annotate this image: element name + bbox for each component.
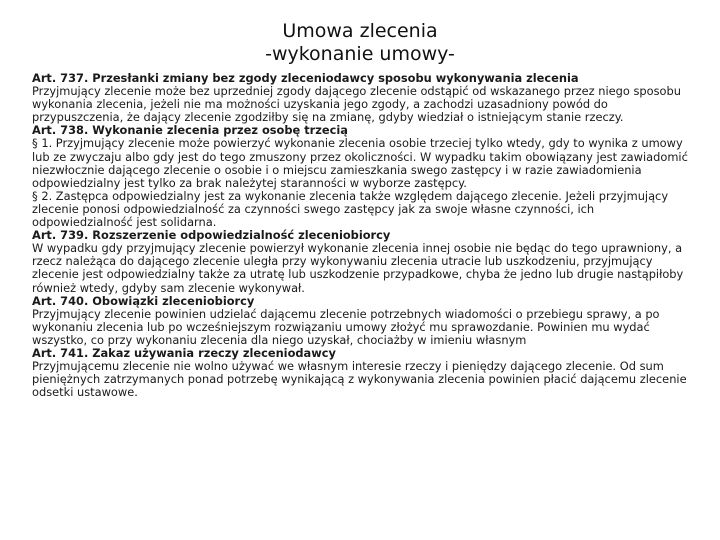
article-740-text: Przyjmujący zlecenie powinien udzielać dającemu zlecenie potrzebnych wiadomości o przebiegu sprawy, a po wykonaniu zlecenia lub po wcześniejszym rozwiązaniu umowy złożyć mu sprawozdanie. Powinien mu wydać wszystko, co przy wykonaniu zlecenia dla niego uzyskał, chociażby w imieniu własnym	[32, 306, 660, 347]
article-737-text: Przyjmujący zlecenie może bez uprzedniej zgody dającego zlecenie odstąpić od wskazanego przez niego sposobu wykonania zlecenia, jeżeli nie ma możności uzyskania jego zgody, a zachodzi uzasadniony powód do przypuszczenia, że dający zlecenie zgodziłby się na zmianę, gdyby wiedział o istniejącym stanie rzeczy.	[32, 84, 681, 125]
article-737-heading: Art. 737. Przesłanki zmiany bez zgody zleceniodawcy sposobu wykonywania zlecenia	[32, 71, 579, 85]
title-line-1: Umowa zlecenia	[282, 20, 438, 42]
slide-title	[0, 20, 720, 66]
article-738-par-2: § 2. Zastępca odpowiedzialny jest za wykonanie zlecenia także względem dającego zlecenie. Jeżeli przyjmujący zlecenie ponosi odpowiedzialność za czynności swego zastępcy jak za swoje własne czynności, ich odpowiedzialność jest solidarna.	[32, 188, 669, 230]
article-741-text: Przyjmującemu zlecenie nie wolno używać we własnym interesie rzeczy i pieniędzy dającego zlecenie. Od sum pieniężnych zatrzymanych ponad potrzebę wynikającą z wykonywania zlecenia powinien płacić dającemu zlecenie odsetki ustawowe.	[32, 359, 687, 400]
article-738-par-1: § 1. Przyjmujący zlecenie może powierzyć wykonanie zlecenia osobie trzeciej tylko wtedy, gdy to wynika z umowy lub ze zwyczaju albo gdy jest do tego zmuszony przez okoliczności. W wypadku takim obowiązany jest zawiadomić niezwłocznie dającego zlecenie o osobie i o miejscu zamieszkania swego zastępcy i w razie zawiadomienia odpowiedzialny jest tylko za brak należytej staranności w wyborze zastępcy.	[32, 136, 688, 190]
article-739-heading: Art. 739. Rozszerzenie odpowiedzialność zleceniobiorcy	[32, 228, 391, 243]
article-741-heading: Art. 741. Zakaz używania rzeczy zleceniodawcy	[32, 345, 336, 360]
article-739-text: W wypadku gdy przyjmujący zlecenie powierzył wykonanie zlecenia innej osobie nie będąc do tego uprawniony, a rzecz należąca do dającego zlecenie uległa przy wykonywaniu zlecenia utracie lub uszkodzeniu, przyjmujący zlecenie jest odpowiedzialny także za utratę lub uszkodzenie przypadkowe, chyba że jedno lub drugie nastąpiłoby również wtedy, gdyby sam zlecenie wykonywał.	[32, 241, 684, 295]
title-line-2: -wykonanie umowy-	[265, 43, 455, 65]
article-738-heading: Art. 738. Wykonanie zlecenia przez osobę trzecią	[32, 123, 348, 138]
article-740-heading: Art. 740. Obowiązki zleceniobiorcy	[32, 293, 255, 308]
slide-body	[32, 72, 694, 399]
